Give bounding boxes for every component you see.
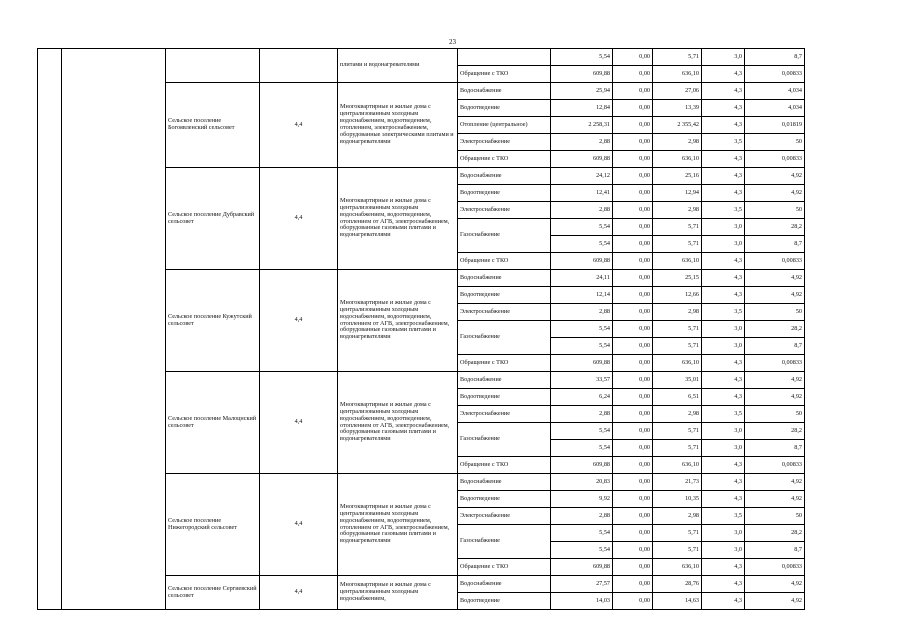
coefficient-cell: 4,4 bbox=[260, 474, 338, 576]
tariff-zero-cell: 0,00 bbox=[613, 287, 653, 304]
tariff-base-cell: 12,14 bbox=[551, 287, 613, 304]
percent-cell: 3,5 bbox=[702, 202, 745, 219]
percent-cell: 4,3 bbox=[702, 83, 745, 100]
percent-cell: 4,3 bbox=[702, 593, 745, 610]
tariff-base-cell: 24,12 bbox=[551, 168, 613, 185]
tariff-base-cell: 2,88 bbox=[551, 134, 613, 151]
tariff-base-cell: 9,92 bbox=[551, 491, 613, 508]
tariff-new-cell: 5,71 bbox=[653, 49, 702, 66]
tariff-new-cell: 25,16 bbox=[653, 168, 702, 185]
norm-cell: 4,92 bbox=[745, 474, 805, 491]
tariff-new-cell: 5,71 bbox=[653, 338, 702, 355]
service-cell: Обращение с ТКО bbox=[458, 151, 551, 168]
norm-cell: 50 bbox=[745, 134, 805, 151]
tariff-zero-cell: 0,00 bbox=[613, 66, 653, 83]
housing-category-cell: Многоквартирные и жилые дома с централизованным холодным водоснабжением, водоотведением, отоплением от АГВ, электроснабжением, оборудованные газовыми плитами и водонагревателями bbox=[338, 168, 458, 270]
tariff-base-cell: 5,54 bbox=[551, 338, 613, 355]
norm-cell: 50 bbox=[745, 508, 805, 525]
percent-cell: 4,3 bbox=[702, 389, 745, 406]
coefficient-cell: 4,4 bbox=[260, 372, 338, 474]
norm-cell: 0,00833 bbox=[745, 457, 805, 474]
norm-cell: 4,92 bbox=[745, 287, 805, 304]
tariff-base-cell: 2 258,31 bbox=[551, 117, 613, 134]
settlement-name-cell: Сельское поселение Малоцнский сельсовет bbox=[166, 372, 260, 474]
housing-category-cell: Многоквартирные и жилые дома с централизованным холодным водоснабжением, водоотведением, отоплением от АГВ, электроснабжением, оборудованные газовыми плитами и водонагревателями bbox=[338, 270, 458, 372]
norm-cell: 8,7 bbox=[745, 338, 805, 355]
percent-cell: 4,3 bbox=[702, 185, 745, 202]
percent-cell: 4,3 bbox=[702, 287, 745, 304]
tariff-base-cell: 5,54 bbox=[551, 49, 613, 66]
tariff-base-cell: 5,54 bbox=[551, 440, 613, 457]
service-cell: Обращение с ТКО bbox=[458, 253, 551, 270]
percent-cell: 4,3 bbox=[702, 491, 745, 508]
tariff-base-cell: 609,88 bbox=[551, 559, 613, 576]
percent-cell: 3,5 bbox=[702, 406, 745, 423]
tariff-zero-cell: 0,00 bbox=[613, 219, 653, 236]
tariff-base-cell: 609,88 bbox=[551, 253, 613, 270]
service-cell: Электроснабжение bbox=[458, 134, 551, 151]
tariff-base-cell: 5,54 bbox=[551, 219, 613, 236]
tariff-new-cell: 2,98 bbox=[653, 202, 702, 219]
tariff-zero-cell: 0,00 bbox=[613, 576, 653, 593]
service-cell: Электроснабжение bbox=[458, 406, 551, 423]
service-cell: Обращение с ТКО bbox=[458, 457, 551, 474]
tariff-new-cell: 2 355,42 bbox=[653, 117, 702, 134]
norm-cell: 4,92 bbox=[745, 576, 805, 593]
tariff-base-cell: 609,88 bbox=[551, 66, 613, 83]
tariff-new-cell: 21,73 bbox=[653, 474, 702, 491]
tariff-zero-cell: 0,00 bbox=[613, 355, 653, 372]
percent-cell: 4,3 bbox=[702, 100, 745, 117]
settlement-name-cell: Сельское поселение Кужутский сельсовет bbox=[166, 270, 260, 372]
housing-category-cell: Многоквартирные и жилые дома с централизованным холодным водоснабжением, bbox=[338, 576, 458, 610]
tariff-zero-cell: 0,00 bbox=[613, 134, 653, 151]
tariff-new-cell: 27,06 bbox=[653, 83, 702, 100]
housing-category-cell: Многоквартирные и жилые дома с централизованным холодным водоснабжением, водоотведением, отоплением, электроснабжением, оборудованные электрическими плитами и водонагревателями bbox=[338, 83, 458, 168]
service-cell bbox=[458, 49, 551, 66]
tariff-base-cell: 5,54 bbox=[551, 542, 613, 559]
tariff-base-cell: 5,54 bbox=[551, 236, 613, 253]
tariff-base-cell: 5,54 bbox=[551, 423, 613, 440]
service-cell: Газоснабжение bbox=[458, 423, 551, 457]
tariff-new-cell: 10,35 bbox=[653, 491, 702, 508]
tariff-base-cell: 14,03 bbox=[551, 593, 613, 610]
row-number-cell bbox=[38, 49, 62, 610]
tariff-base-cell: 27,57 bbox=[551, 576, 613, 593]
tariff-table bbox=[37, 48, 805, 610]
norm-cell: 4,92 bbox=[745, 491, 805, 508]
tariff-base-cell: 25,94 bbox=[551, 83, 613, 100]
service-cell: Отопление (центральное) bbox=[458, 117, 551, 134]
service-cell: Водоотведение bbox=[458, 287, 551, 304]
service-cell: Водоснабжение bbox=[458, 168, 551, 185]
tariff-new-cell: 35,01 bbox=[653, 372, 702, 389]
norm-cell: 8,7 bbox=[745, 542, 805, 559]
tariff-zero-cell: 0,00 bbox=[613, 457, 653, 474]
coefficient-cell: 4,4 bbox=[260, 83, 338, 168]
norm-cell: 28,2 bbox=[745, 525, 805, 542]
percent-cell: 4,3 bbox=[702, 474, 745, 491]
percent-cell: 3,0 bbox=[702, 440, 745, 457]
percent-cell: 3,0 bbox=[702, 338, 745, 355]
norm-cell: 50 bbox=[745, 406, 805, 423]
norm-cell: 4,034 bbox=[745, 83, 805, 100]
service-cell: Обращение с ТКО bbox=[458, 355, 551, 372]
percent-cell: 4,3 bbox=[702, 270, 745, 287]
tariff-zero-cell: 0,00 bbox=[613, 117, 653, 134]
service-cell: Электроснабжение bbox=[458, 304, 551, 321]
percent-cell: 3,5 bbox=[702, 304, 745, 321]
tariff-new-cell: 636,10 bbox=[653, 253, 702, 270]
tariff-zero-cell: 0,00 bbox=[613, 423, 653, 440]
settlement-name-cell: Сельское поселение Нижегородский сельсовет bbox=[166, 474, 260, 576]
tariff-base-cell: 609,88 bbox=[551, 151, 613, 168]
tariff-new-cell: 25,15 bbox=[653, 270, 702, 287]
tariff-new-cell: 12,94 bbox=[653, 185, 702, 202]
tariff-base-cell: 20,83 bbox=[551, 474, 613, 491]
tariff-new-cell: 5,71 bbox=[653, 236, 702, 253]
percent-cell: 3,0 bbox=[702, 236, 745, 253]
tariff-new-cell: 5,71 bbox=[653, 423, 702, 440]
tariff-new-cell: 636,10 bbox=[653, 151, 702, 168]
service-cell: Электроснабжение bbox=[458, 202, 551, 219]
tariff-zero-cell: 0,00 bbox=[613, 321, 653, 338]
norm-cell: 0,00833 bbox=[745, 559, 805, 576]
norm-cell: 28,2 bbox=[745, 321, 805, 338]
tariff-new-cell: 5,71 bbox=[653, 440, 702, 457]
tariff-new-cell: 636,10 bbox=[653, 457, 702, 474]
service-cell: Обращение с ТКО bbox=[458, 66, 551, 83]
coefficient-cell: 4,4 bbox=[260, 576, 338, 610]
tariff-base-cell: 24,11 bbox=[551, 270, 613, 287]
norm-cell: 4,92 bbox=[745, 389, 805, 406]
coefficient-cell bbox=[260, 49, 338, 83]
norm-cell: 8,7 bbox=[745, 440, 805, 457]
norm-cell: 4,92 bbox=[745, 270, 805, 287]
service-cell: Водоотведение bbox=[458, 185, 551, 202]
tariff-base-cell: 12,84 bbox=[551, 100, 613, 117]
service-cell: Газоснабжение bbox=[458, 525, 551, 559]
tariff-zero-cell: 0,00 bbox=[613, 508, 653, 525]
service-cell: Водоотведение bbox=[458, 491, 551, 508]
tariff-new-cell: 636,10 bbox=[653, 66, 702, 83]
service-cell: Водоснабжение bbox=[458, 576, 551, 593]
percent-cell: 4,3 bbox=[702, 372, 745, 389]
tariff-new-cell: 13,39 bbox=[653, 100, 702, 117]
tariff-zero-cell: 0,00 bbox=[613, 100, 653, 117]
percent-cell: 4,3 bbox=[702, 559, 745, 576]
norm-cell: 0,00833 bbox=[745, 355, 805, 372]
coefficient-cell: 4,4 bbox=[260, 270, 338, 372]
tariff-new-cell: 2,98 bbox=[653, 508, 702, 525]
tariff-base-cell: 609,88 bbox=[551, 457, 613, 474]
norm-cell: 28,2 bbox=[745, 423, 805, 440]
tariff-zero-cell: 0,00 bbox=[613, 270, 653, 287]
percent-cell: 3,5 bbox=[702, 508, 745, 525]
percent-cell: 4,3 bbox=[702, 576, 745, 593]
page-number: 23 bbox=[449, 38, 456, 46]
tariff-new-cell: 2,98 bbox=[653, 304, 702, 321]
housing-category-cell: Многоквартирные и жилые дома с централизованным холодным водоснабжением, водоотведением, отоплением от АГВ, электроснабжением, оборудованные газовыми плитами и водонагревателями bbox=[338, 474, 458, 576]
tariff-zero-cell: 0,00 bbox=[613, 185, 653, 202]
tariff-new-cell: 12,66 bbox=[653, 287, 702, 304]
norm-cell: 28,2 bbox=[745, 219, 805, 236]
service-cell: Водоснабжение bbox=[458, 270, 551, 287]
tariff-base-cell: 6,24 bbox=[551, 389, 613, 406]
coefficient-cell: 4,4 bbox=[260, 168, 338, 270]
percent-cell: 3,0 bbox=[702, 542, 745, 559]
service-cell: Электроснабжение bbox=[458, 508, 551, 525]
tariff-zero-cell: 0,00 bbox=[613, 83, 653, 100]
settlement-name-cell: Сельское поселение Сергиевский сельсовет bbox=[166, 576, 260, 610]
district-cell bbox=[62, 49, 166, 610]
tariff-new-cell: 636,10 bbox=[653, 559, 702, 576]
percent-cell: 4,3 bbox=[702, 117, 745, 134]
tariff-zero-cell: 0,00 bbox=[613, 593, 653, 610]
tariff-zero-cell: 0,00 bbox=[613, 559, 653, 576]
tariff-new-cell: 636,10 bbox=[653, 355, 702, 372]
tariff-zero-cell: 0,00 bbox=[613, 168, 653, 185]
housing-category-cell: Многоквартирные и жилые дома с централизованным холодным водоснабжением, водоотведением, отоплением от АГВ, электроснабжением, оборудованные газовыми плитами и водонагревателями bbox=[338, 372, 458, 474]
norm-cell: 0,01819 bbox=[745, 117, 805, 134]
norm-cell: 4,92 bbox=[745, 185, 805, 202]
percent-cell: 4,3 bbox=[702, 457, 745, 474]
tariff-zero-cell: 0,00 bbox=[613, 389, 653, 406]
tariff-zero-cell: 0,00 bbox=[613, 440, 653, 457]
tariff-zero-cell: 0,00 bbox=[613, 151, 653, 168]
percent-cell: 3,0 bbox=[702, 321, 745, 338]
housing-category-cell: плитами и водонагревателями bbox=[338, 49, 458, 83]
tariff-zero-cell: 0,00 bbox=[613, 202, 653, 219]
percent-cell: 3,0 bbox=[702, 219, 745, 236]
tariff-base-cell: 2,88 bbox=[551, 406, 613, 423]
percent-cell: 3,5 bbox=[702, 134, 745, 151]
tariff-base-cell: 609,88 bbox=[551, 355, 613, 372]
tariff-new-cell: 2,98 bbox=[653, 406, 702, 423]
norm-cell: 4,92 bbox=[745, 168, 805, 185]
service-cell: Водоснабжение bbox=[458, 83, 551, 100]
service-cell: Газоснабжение bbox=[458, 321, 551, 355]
percent-cell: 4,3 bbox=[702, 66, 745, 83]
tariff-base-cell: 2,88 bbox=[551, 508, 613, 525]
tariff-new-cell: 28,76 bbox=[653, 576, 702, 593]
percent-cell: 3,0 bbox=[702, 423, 745, 440]
tariff-new-cell: 5,71 bbox=[653, 542, 702, 559]
norm-cell: 4,92 bbox=[745, 593, 805, 610]
tariff-new-cell: 5,71 bbox=[653, 321, 702, 338]
tariff-new-cell: 5,71 bbox=[653, 525, 702, 542]
tariff-zero-cell: 0,00 bbox=[613, 542, 653, 559]
norm-cell: 8,7 bbox=[745, 49, 805, 66]
service-cell: Водоотведение bbox=[458, 389, 551, 406]
norm-cell: 4,034 bbox=[745, 100, 805, 117]
tariff-base-cell: 2,88 bbox=[551, 304, 613, 321]
settlement-name-cell: Сельское поселение Дубравский сельсовет bbox=[166, 168, 260, 270]
tariff-base-cell: 5,54 bbox=[551, 525, 613, 542]
tariff-base-cell: 2,88 bbox=[551, 202, 613, 219]
tariff-new-cell: 2,98 bbox=[653, 134, 702, 151]
table-row bbox=[38, 49, 805, 66]
settlement-name-cell: Сельское поселение Богоявленский сельсовет bbox=[166, 83, 260, 168]
norm-cell: 4,92 bbox=[745, 372, 805, 389]
tariff-zero-cell: 0,00 bbox=[613, 406, 653, 423]
service-cell: Обращение с ТКО bbox=[458, 559, 551, 576]
norm-cell: 0,00833 bbox=[745, 253, 805, 270]
percent-cell: 3,0 bbox=[702, 525, 745, 542]
norm-cell: 0,00833 bbox=[745, 66, 805, 83]
tariff-zero-cell: 0,00 bbox=[613, 491, 653, 508]
percent-cell: 4,3 bbox=[702, 253, 745, 270]
tariff-zero-cell: 0,00 bbox=[613, 236, 653, 253]
tariff-base-cell: 12,41 bbox=[551, 185, 613, 202]
tariff-zero-cell: 0,00 bbox=[613, 338, 653, 355]
tariff-zero-cell: 0,00 bbox=[613, 49, 653, 66]
norm-cell: 0,00833 bbox=[745, 151, 805, 168]
service-cell: Водоснабжение bbox=[458, 372, 551, 389]
tariff-zero-cell: 0,00 bbox=[613, 372, 653, 389]
percent-cell: 4,3 bbox=[702, 355, 745, 372]
percent-cell: 4,3 bbox=[702, 151, 745, 168]
service-cell: Водоснабжение bbox=[458, 474, 551, 491]
tariff-new-cell: 5,71 bbox=[653, 219, 702, 236]
tariff-base-cell: 5,54 bbox=[551, 321, 613, 338]
tariff-new-cell: 6,51 bbox=[653, 389, 702, 406]
tariff-zero-cell: 0,00 bbox=[613, 253, 653, 270]
tariff-base-cell: 33,57 bbox=[551, 372, 613, 389]
settlement-name-cell bbox=[166, 49, 260, 83]
percent-cell: 4,3 bbox=[702, 168, 745, 185]
service-cell: Водоотведение bbox=[458, 100, 551, 117]
tariff-zero-cell: 0,00 bbox=[613, 474, 653, 491]
norm-cell: 50 bbox=[745, 304, 805, 321]
norm-cell: 8,7 bbox=[745, 236, 805, 253]
tariff-zero-cell: 0,00 bbox=[613, 304, 653, 321]
percent-cell: 3,0 bbox=[702, 49, 745, 66]
tariff-zero-cell: 0,00 bbox=[613, 525, 653, 542]
norm-cell: 50 bbox=[745, 202, 805, 219]
service-cell: Газоснабжение bbox=[458, 219, 551, 253]
service-cell: Водоотведение bbox=[458, 593, 551, 610]
tariff-new-cell: 14,63 bbox=[653, 593, 702, 610]
